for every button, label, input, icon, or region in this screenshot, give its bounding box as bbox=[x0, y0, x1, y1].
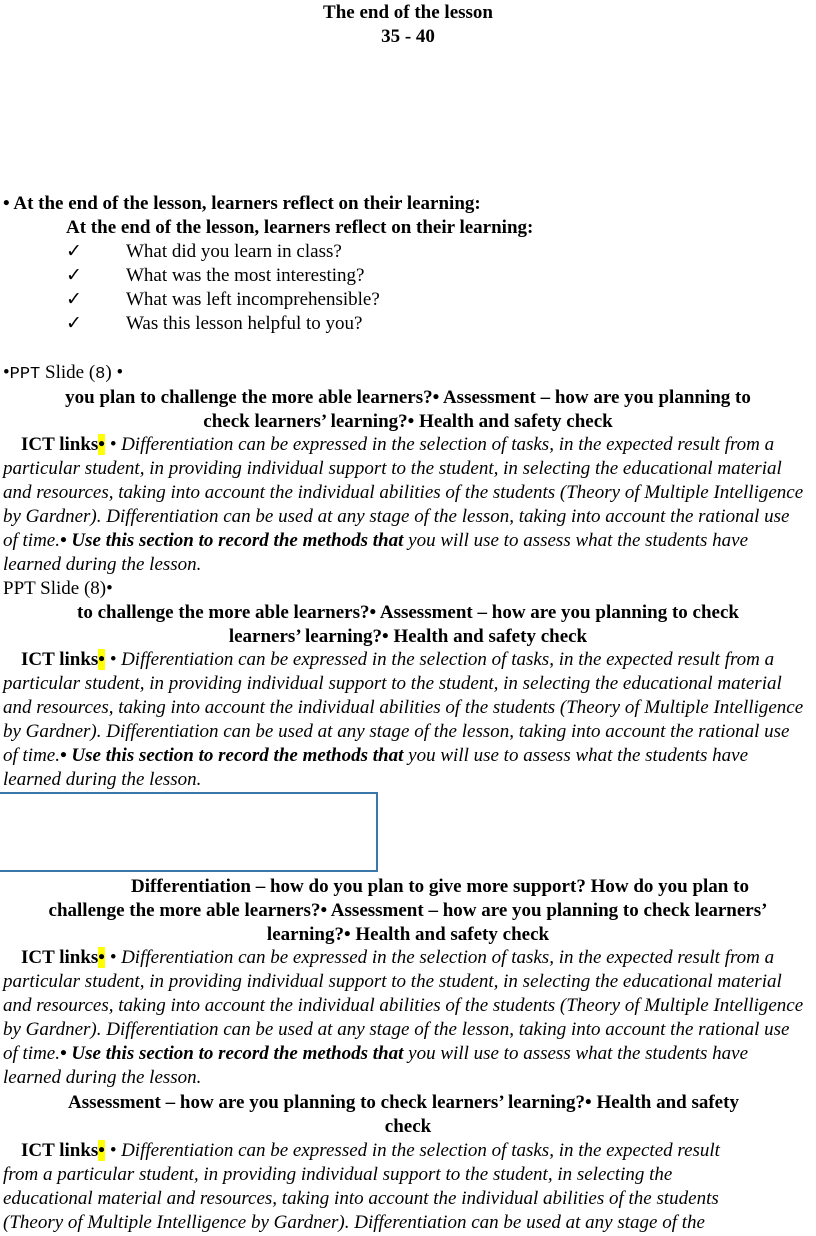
check-icon: ✓ bbox=[66, 241, 82, 262]
differentiation-paragraph: ICT links• • Differentiation can be expressed in the selection of tasks, in the expected result from a particular student, in providing individual support to the student, in selecting the educational material and resources, taking into account the individual abilities of the students (Theory of Multiple Intelligence by Gardner). Differentiation can be used at any stage of the lesson, taking into account the rational use of time.• Use this section to record the methods that you will use to assess what the students have learned during the lesson. bbox=[3, 649, 804, 790]
empty-text-box bbox=[0, 792, 378, 872]
reflection-intro: At the end of the lesson, learners reflect on their learning: bbox=[66, 217, 534, 238]
question-item: ✓ What did you learn in class? bbox=[66, 241, 342, 262]
question-heading: check bbox=[384, 1116, 432, 1137]
question-heading: Differentiation – how do you plan to give more support? How do you plan to bbox=[131, 876, 749, 897]
reflection-bullet-line: • At the end of the lesson, learners reflect on their learning: bbox=[3, 193, 481, 214]
differentiation-line: (Theory of Multiple Intelligence by Gardner). Differentiation can be used at any stage of the bbox=[3, 1212, 705, 1233]
ppt-slide-ref: •PPT Slide (8) • bbox=[3, 362, 124, 384]
check-icon: ✓ bbox=[66, 313, 82, 334]
question-heading: learners’ learning?• Health and safety check bbox=[228, 626, 588, 647]
differentiation-line: ICT links• • Differentiation can be expressed in the selection of tasks, in the expected result bbox=[21, 1140, 720, 1161]
time-range: 35 - 40 bbox=[381, 26, 435, 47]
page-title: The end of the lesson bbox=[323, 2, 493, 23]
question-item: ✓ What was left incomprehensible? bbox=[66, 289, 380, 310]
question-item: ✓ Was this lesson helpful to you? bbox=[66, 313, 363, 334]
differentiation-line: educational material and resources, taking into account the individual abilities of the students bbox=[3, 1188, 719, 1209]
question-heading: you plan to challenge the more able learners?• Assessment – how are you planning to bbox=[65, 387, 751, 408]
check-icon: ✓ bbox=[66, 265, 82, 286]
differentiation-paragraph: ICT links• • Differentiation can be expressed in the selection of tasks, in the expected result from a particular student, in providing individual support to the student, in selecting the educational material and resources, taking into account the individual abilities of the students (Theory of Multiple Intelligence by Gardner). Differentiation can be used at any stage of the lesson, taking into account the rational use of time.• Use this section to record the methods that you will use to assess what the students have learned during the lesson. bbox=[3, 434, 804, 575]
check-icon: ✓ bbox=[66, 289, 82, 310]
question-item: ✓ What was the most interesting? bbox=[66, 265, 365, 286]
ppt-slide-ref: PPT Slide (8)• bbox=[3, 578, 113, 599]
differentiation-line: from a particular student, in providing individual support to the student, in selecting the bbox=[3, 1164, 673, 1185]
question-heading: Assessment – how are you planning to check learners’ learning?• Health and safety bbox=[68, 1092, 739, 1113]
differentiation-paragraph: ICT links• • Differentiation can be expressed in the selection of tasks, in the expected result from a particular student, in providing individual support to the student, in selecting the educational material and resources, taking into account the individual abilities of the students (Theory of Multiple Intelligence by Gardner). Differentiation can be used at any stage of the lesson, taking into account the rational use of time.• Use this section to record the methods that you will use to assess what the students have learned during the lesson. bbox=[3, 947, 804, 1088]
question-heading: learning?• Health and safety check bbox=[266, 924, 550, 945]
question-heading: check learners’ learning?• Health and safety check bbox=[203, 411, 613, 432]
question-heading: challenge the more able learners?• Assessment – how are you planning to check learners’ bbox=[48, 900, 768, 921]
question-heading: to challenge the more able learners?• Assessment – how are you planning to check bbox=[77, 602, 739, 623]
